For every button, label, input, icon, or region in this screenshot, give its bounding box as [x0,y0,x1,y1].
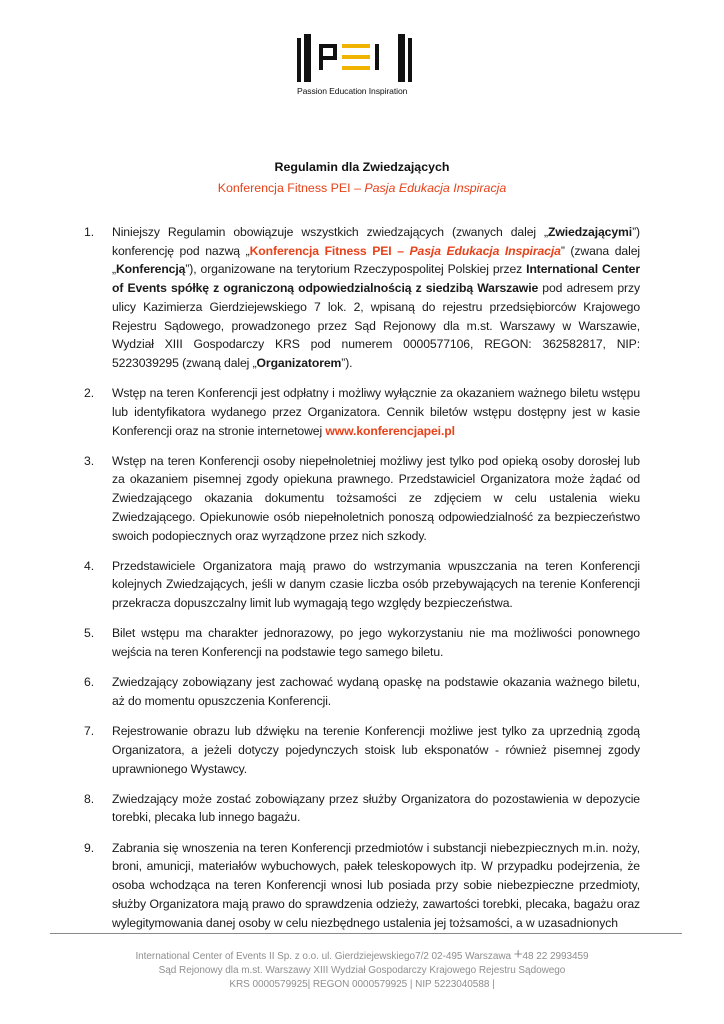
rule-number: 8. [84,791,95,806]
rule-text-segment: Zabrania się wnoszenia na teren Konferencji przedmiotów i substancji niebezpiecznych m.in. noży, broni, amunicji, materiałów wybuchowych, pałek teleskopowych itp. W przypadku podejrzenia, że osoba wchodząca na teren Konferencji wnosi lub posiada przy sobie niebezpieczne przedmioty, służby Organizatora mają prawo do sprawdzenia odzieży, zawartości torebki, plecaka, bagażu oraz wylegitymowania danej osoby w celu niezbędnego ustalenia jej tożsamości, a w uzasadnionych [112,840,640,930]
footer-address [0,946,724,963]
bold-term: Organizatorem [256,355,342,370]
rule-item [84,624,640,661]
rule-text-segment: ” (zwana dalej „ [112,243,641,277]
footer-phone: 48 22 2993459 [522,951,589,962]
logo-bar-right-inner [398,34,405,82]
rule-text-segment: Zwiedzający może zostać zobowiązany przez służby Organizatora do pozostawienia w depozycie torebki, plecaka lub innego bagażu. [112,791,640,825]
document-title: Regulamin dla Zwiedzających [274,160,450,174]
rule-number: 9. [84,840,95,855]
subtitle-italic: Pasja Edukacja Inspiracja [364,181,507,195]
subtitle-prefix: Konferencja Fitness PEI – [217,181,365,195]
logo-e-bottom [342,66,370,70]
italic-segment: Pasja Edukacja Inspiracja [409,243,561,258]
rule-text-segment: Rejestrowanie obrazu lub dźwięku na terenie Konferencji możliwe jest tylko za uprzednią zgodą Organizatora, a jeżeli dotyczy pojedynczych stoisk lub eksponatów - również pisemnej zgody uprawnionego Wystawcy. [112,724,640,776]
rule-item [84,557,640,613]
rule-text [112,722,640,778]
rule-item [84,384,640,440]
rule-text [112,557,640,613]
logo-p-mid [319,56,337,60]
footer-court: Sąd Rejonowy dla m.st. Warszawy XIII Wydział Gospodarczy Krajowego Rejestru Sądowego [158,965,566,976]
footer-divider [50,933,682,934]
pei-logo-mark [297,32,427,84]
footer-address-text: International Center of Events II Sp. z o.o. ul. Gierdziejewskiego7/2 02-495 Warszawa [135,951,514,962]
rule-text-segment: Zwiedzający zobowiązany jest zachować wydaną opaskę na podstawie okazania ważnego biletu, aż do momentu opuszczenia Konferencji. [112,675,640,708]
document-subtitle [0,181,724,195]
rule-text-segment: Przedstawiciele Organizatora mają prawo do wstrzymania wpuszczania na teren Konferencji kolejnych Zwiedzających, jeśli w danym czasie liczba osób przebywających na terenie Konferencji przekracza dopuszczalny limit lub wymagają tego względy bezpieczeństwa. [112,558,640,611]
rule-item [84,223,640,373]
logo-bar-right-outer [408,38,412,82]
highlight-text: Konferencja Fitness PEI – [249,243,410,258]
rule-text [112,673,640,710]
rule-item [84,839,640,933]
rule-text-segment: Bilet wstępu ma charakter jednorazowy, po jego wykorzystaniu nie ma możliwości ponownego wejścia na teren Konferencji na podstawie tego samego biletu. [112,626,640,660]
logo-p-bowl [333,44,337,58]
bold-term: Zwiedzającymi [548,225,633,239]
rule-number: 7. [84,724,95,739]
rule-text [112,384,640,440]
logo-e-top [342,44,370,48]
footer-registry: KRS 0000579925| REGON 0000579925 | NIP 5223040588 | [229,979,495,990]
rule-text-segment: Niniejszy Regulamin obowiązuje wszystkich zwiedzających (zwanych dalej „ [112,225,549,239]
rule-text-segment: Wstęp na teren Konferencji osoby niepełnoletniej możliwy jest tylko pod opieką osoby dorosłej lub za okazaniem pisemnej zgody opiekuna prawnego. Przedstawiciel Organizatora może żądać od Zwiedzającego okazania dokumentu tożsamości ze zdjęciem w celu ustalenia wieku Zwiedzającego. Opiekunowie osób niepełnoletnich ponoszą odpowiedzialność za bezpieczeństwo swoich podopiecznych oraz wyrządzone przez nich szkody. [112,453,640,543]
rule-text-segment: ”), organizowane na terytorium Rzeczypospolitej Polskiej przez [185,262,527,277]
website-link-text: www.konferencjapei.pl [325,423,455,438]
rule-item [84,790,640,827]
rule-number: 3. [84,453,95,468]
logo-tagline: Passion Education Inspiration [297,86,408,96]
bold-term: Konferencją [115,262,186,277]
logo-e-mid [342,55,370,59]
rule-number: 1. [84,225,95,239]
rule-item [84,452,640,546]
rule-text [112,839,640,933]
logo-bar-left-inner [304,34,311,82]
rule-text [112,452,640,546]
rule-text [112,624,640,661]
rule-number: 4. [84,558,95,573]
highlight-italic-text [410,244,561,258]
rule-text [112,223,640,373]
phone-plus-sign: + [513,946,523,963]
rules-list [84,223,640,944]
bold-term: International Center of Events spółkę z ograniczoną odpowiedzialnością z siedzibą Warszawie [112,262,640,296]
rule-item [84,673,640,710]
rule-item [84,722,640,778]
rule-text-segment: ”) konferencję pod nazwą „ [112,225,640,258]
rule-number: 2. [84,386,95,401]
rule-number: 6. [84,675,95,690]
rule-number: 5. [84,626,95,641]
rule-text [112,790,640,827]
rule-text-segment: pod adresem przy ulicy Kazimierza Gierdziejewskiego 7 lok. 2, wpisaną do rejestru przedsiębiorców Krajowego Rejestru Sądowego, prowadzonego przez Sąd Rejonowy dla m.st. Warszawy w Warszawie, Wydział XIII Gospodarczy KRS pod numerem 0000577106, REGON: 362582817, NIP: 5223039295 (zwaną dalej „ [112,281,640,370]
logo-i [375,44,379,70]
rule-text-segment: Wstęp na teren Konferencji jest odpłatny i możliwy wyłącznie za okazaniem ważnego biletu wstępu lub identyfikatora wydanego przez Organizatora. Cennik biletów wstępu dostępny jest w kasie Konferencji oraz na stronie internetowej [112,386,640,438]
rule-text-segment: ”). [341,355,353,370]
logo-bar-left-outer [297,38,301,82]
